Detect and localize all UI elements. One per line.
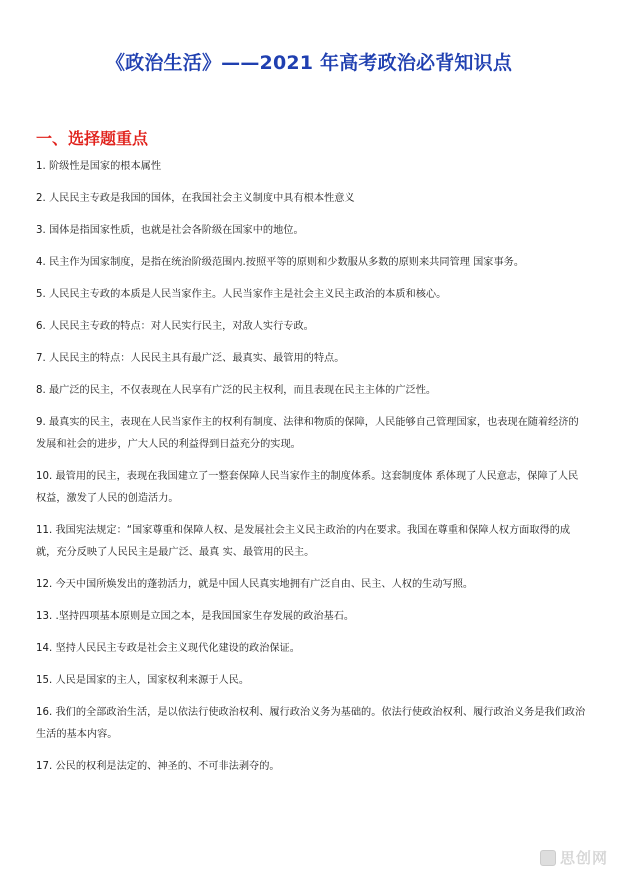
list-item: 11. 我国宪法规定：“国家尊重和保障人权、是发展社会主义民主政治的内在要求。我国在尊重和保障人权方面取得的成就，充分反映了人民民主是最广泛、最真 实、最管用的民主。 [36, 525, 571, 558]
watermark-logo-icon [540, 850, 556, 866]
list-item: 12. 今天中国所焕发出的蓬勃活力，就是中国人民真实地拥有广泛自由、民主、人权的生动写照。 [36, 579, 474, 590]
list-item: 4. 民主作为国家制度，是指在统治阶级范围内.按照平等的原则和少数服从多数的原则来共同管理 国家事务。 [36, 257, 525, 268]
watermark [540, 847, 608, 868]
list-item: 9. 最真实的民主，表现在人民当家作主的权利有制度、法律和物质的保障，人民能够自己管理国家，也表现在随着经济的发展和社会的进步，广大人民的利益得到日益充分的实现。 [36, 417, 579, 450]
list-item: 5. 人民民主专政的本质是人民当家作主。人民当家作主是社会主义民主政治的本质和核心。 [36, 289, 447, 300]
list-item: 10. 最管用的民主，表现在我国建立了一整套保障人民当家作主的制度体系。这套制度体 系体现了人民意志，保障了人民权益，激发了人民的创造活力。 [36, 471, 579, 504]
watermark-text: 思创网 [559, 849, 608, 867]
list-item: 17. 公民的权利是法定的、神圣的、不可非法剥夺的。 [36, 761, 280, 772]
list-item: 15. 人民是国家的主人，国家权利来源于人民。 [36, 675, 250, 686]
list-item: 7. 人民民主的特点：人民民主具有最广泛、最真实、最管用的特点。 [36, 353, 345, 364]
list-item: 1. 阶级性是国家的根本属性 [36, 161, 162, 172]
knowledge-point-list [36, 156, 588, 788]
list-item: 6. 人民民主专政的特点：对人民实行民主，对敌人实行专政。 [36, 321, 314, 332]
list-item: 16. 我们的全部政治生活，是以依法行使政治权利、履行政治义务为基础的。依法行使政治权利、履行政治义务是我们政治生活的基本内容。 [36, 707, 586, 740]
list-item: 14. 坚持人民民主专政是社会主义现代化建设的政治保证。 [36, 643, 300, 654]
section-heading: 一、选择题重点 [36, 129, 149, 148]
document-title: 《政治生活》——2021 年高考政治必背知识点 [105, 52, 513, 74]
list-item: 3. 国体是指国家性质，也就是社会各阶级在国家中的地位。 [36, 225, 304, 236]
list-item: 2. 人民民主专政是我国的国体，在我国社会主义制度中具有根本性意义 [36, 193, 355, 204]
list-item: 13. .坚持四项基本原则是立国之本，是我国国家生存发展的政治基石。 [36, 611, 355, 622]
list-item: 8. 最广泛的民主，不仅表现在人民享有广泛的民主权利，而且表现在民主主体的广泛性。 [36, 385, 437, 396]
